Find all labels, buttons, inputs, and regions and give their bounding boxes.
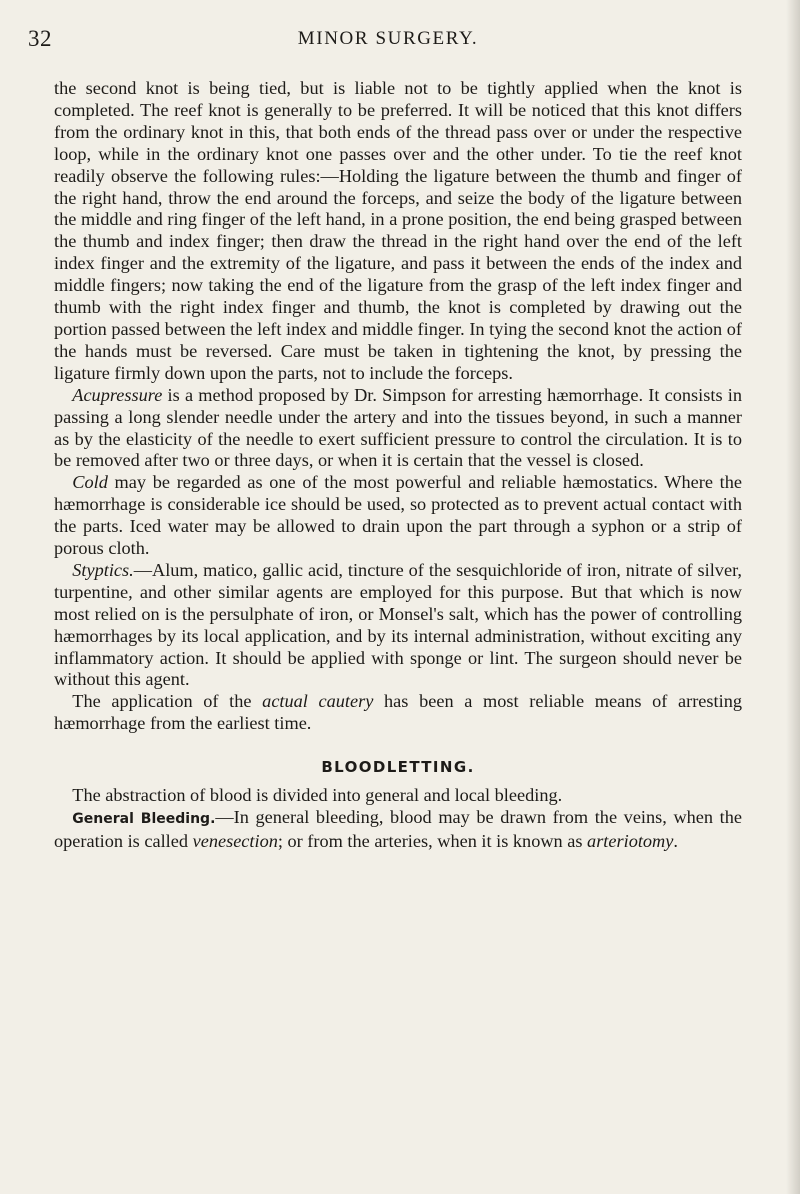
running-title: MINOR SURGERY. (297, 28, 479, 49)
paragraph-actual-cautery (54, 691, 742, 735)
paragraph-acupressure-text: is a method proposed by Dr. Simpson for arresting hæmorrhage. It consists in passing a long slender needle under the artery and into the tissues beyond, in such a manner as by the elasticity of the needle to exert sufficient pressure to control the circulation. It is to be removed after two or three days, or when it is certain that the vessel is closed. (54, 384, 742, 471)
paragraph-cold-text: may be regarded as one of the most powerful and reliable hæmostatics. Where the hæmorrhage is considerable ice should be used, so protected as to prevent actual contact with the parts. Iced water may be allowed to drain upon the part through a syphon or a strip of porous cloth. (54, 472, 742, 559)
term-styptics: Styptics. (72, 559, 134, 580)
paragraph-styptics (54, 560, 742, 691)
term-cold: Cold (72, 472, 108, 493)
paragraph-ligature-knot: the second knot is being tied, but is liable not to be tightly applied when the knot is completed. The reef knot is generally to be preferred. It will be noticed that this knot differs from the ordinary knot in this, that both ends of the thread pass over or under the respective loop, while in the ordinary knot one passes over and the other under. To tie the reef knot readily observe the following rules:—Holding the ligature between the thumb and finger of the right hand, throw the end around the forceps, and seize the body of the ligature between the middle and ring finger of the left hand, in a prone position, the end being grasped between the thumb and index finger; then draw the thread in the right hand over the end of the left index finger and the extremity of the ligature, and pass it between the ends of the index and middle fingers; now taking the end of the ligature from the grasp of the left index finger and thumb with the right index finger and thumb, the knot is completed by drawing out the portion passed between the left index and middle finger. In tying the second knot the action of the hands must be reversed. Care must be taken in tightening the knot, by pressing the ligature firmly down upon the parts, not to include the forceps. (54, 78, 742, 383)
term-venesection: venesection (192, 830, 278, 851)
paragraph-general-bleeding (54, 807, 742, 853)
paragraph-cautery-text: has been a most reliable means of arresting hæmorrhage from the earliest time. (54, 691, 742, 734)
runin-general-bleeding: General Bleeding. (72, 811, 216, 827)
paragraph-bloodletting-intro-text: The abstraction of blood is divided into general and local bleeding. (72, 785, 563, 806)
term-acupressure: Acupressure (72, 384, 163, 405)
paragraph-cautery-lead: The application of the (72, 691, 263, 712)
section-heading-bloodletting: BLOODLETTING. (321, 758, 475, 777)
paragraph-cold (54, 472, 742, 560)
paragraph-acupressure (54, 385, 742, 473)
term-arteriotomy: arteriotomy (587, 830, 674, 851)
page-number: 32 (28, 26, 52, 51)
body-text (54, 78, 742, 853)
running-head (28, 26, 748, 54)
general-bleeding-text-a: —In general bleeding, blood may be drawn from the veins, when the operation is called (54, 807, 743, 851)
general-bleeding-text-c: . (673, 830, 678, 851)
paragraph-styptics-text: —Alum, matico, gallic acid, tincture of the sesquichloride of iron, nitrate of silver, turpentine, and other similar agents are employed for this purpose. But that which is now most relied on is the persulphate of iron, or Monsel's salt, which has the power of controlling hæmorrhages by its local application, and by its internal administration, without exciting any inflammatory action. It should be applied with sponge or lint. The surgeon should never be without this agent. (54, 559, 742, 690)
general-bleeding-text-b: ; or from the arteries, when it is known as (277, 830, 588, 851)
term-actual-cautery: actual cautery (262, 691, 374, 712)
page-edge-shadow (786, 0, 800, 1194)
paragraph-bloodletting-intro (54, 785, 742, 807)
